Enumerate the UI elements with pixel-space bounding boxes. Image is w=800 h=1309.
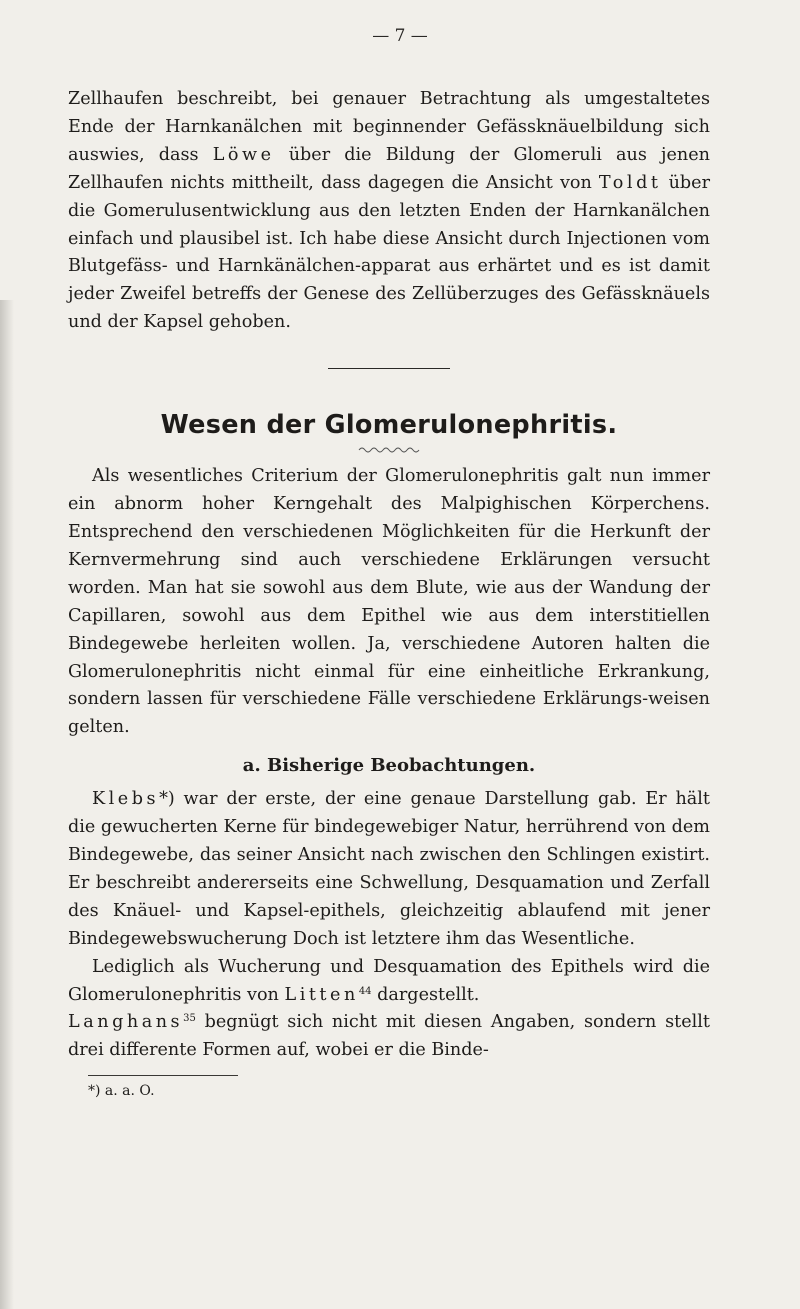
text-run: über die Gomerulusentwicklung aus den letzten Enden der Harnkanälchen einfach und plausibel ist. Ich habe diese Ansicht durch Injectionen vom Blutgefäss- und Harnkänälchen-apparat aus erhärtet und es ist damit jeder Zweifel betreffs der Genese des Zellüberzuges des Gefässknäuels und der Kapsel gehoben. [68,172,710,333]
paragraph-litten [68,954,710,1066]
footnote-divider [88,1075,238,1076]
subsection-title: a. Bisherige Beobachtungen. [242,755,536,777]
page-number: — 7 — [372,26,428,46]
paragraph-criterium: Als wesentliches Criterium der Glomerulonephritis galt nun immer ein abnorm hoher Kerngehalt des Malpighischen Körperchens. Entsprechend den verschiedenen Möglichkeiten für die Herkunft der Kernvermehrung sind auch verschiedene Erklärungen versucht worden. Man hat sie sowohl aus dem Blute, wie aus der Wandung der Capillaren, sowohl aus dem Epithel wie aus dem interstitiellen Bindegewebe herleiten wollen. Ja, verschiedene Autoren halten die Glomerulonephritis nicht einmal für eine einheitliche Erkrankung, sondern lassen für verschiedene Fälle verschiedene Erklärungs-weisen gelten. [68,466,710,738]
footnote-mark: *) [159,789,175,810]
page-body [68,86,710,1100]
author-name: Löwe [212,144,275,165]
text-run: dargestellt. [371,984,480,1005]
page-edge-shadow [0,300,14,1309]
author-name: Toldt [598,172,662,193]
paragraph-klebs [68,786,710,953]
author-name: Litten [284,984,359,1005]
text-run: Lediglich als Wucherung und Desquamation des Epithels wird die Glomerulonephritis von [68,956,710,1005]
text-run: Zellhaufen beschreibt, bei genauer Betrachtung als umgestaltetes Ende der Harnkanälchen mit beginnender Gefässknäuelbildung sich auswies, dass [68,89,710,165]
section-title: Wesen der Glomerulonephritis. [160,410,618,441]
reference-number: 44 [358,985,372,997]
text-run: begnügt sich nicht mit diesen Angaben, sondern stellt drei differente Formen auf, wobei er die Binde- [68,1012,710,1061]
footnote: *) a. a. O. [88,1083,155,1100]
wavy-ornament-icon [358,445,420,453]
author-name: Klebs [92,789,160,810]
paragraph-intro [68,86,710,337]
author-name: Langhans [68,1012,184,1033]
text-run: war der erste, der eine genaue Darstellung gab. Er hält die gewucherten Kerne für bindegewebiger Natur, herrührend von dem Bindegewebe, das seiner Ansicht nach zwischen den Schlingen existirt. Er beschreibt andererseits eine Schwellung, Desquamation und Zerfall des Knäuel- und Kapsel-epithels, gleichzeitig ablaufend mit jener Bindegewebswucherung Doch ist letztere ihm das Wesentliche. [68,789,710,949]
reference-number: 35 [183,1013,196,1025]
section-divider [328,368,450,369]
text-run: über die Bildung der Glomeruli aus jenen Zellhaufen nichts mittheilt, dass dagegen die Ansicht von [68,144,710,193]
